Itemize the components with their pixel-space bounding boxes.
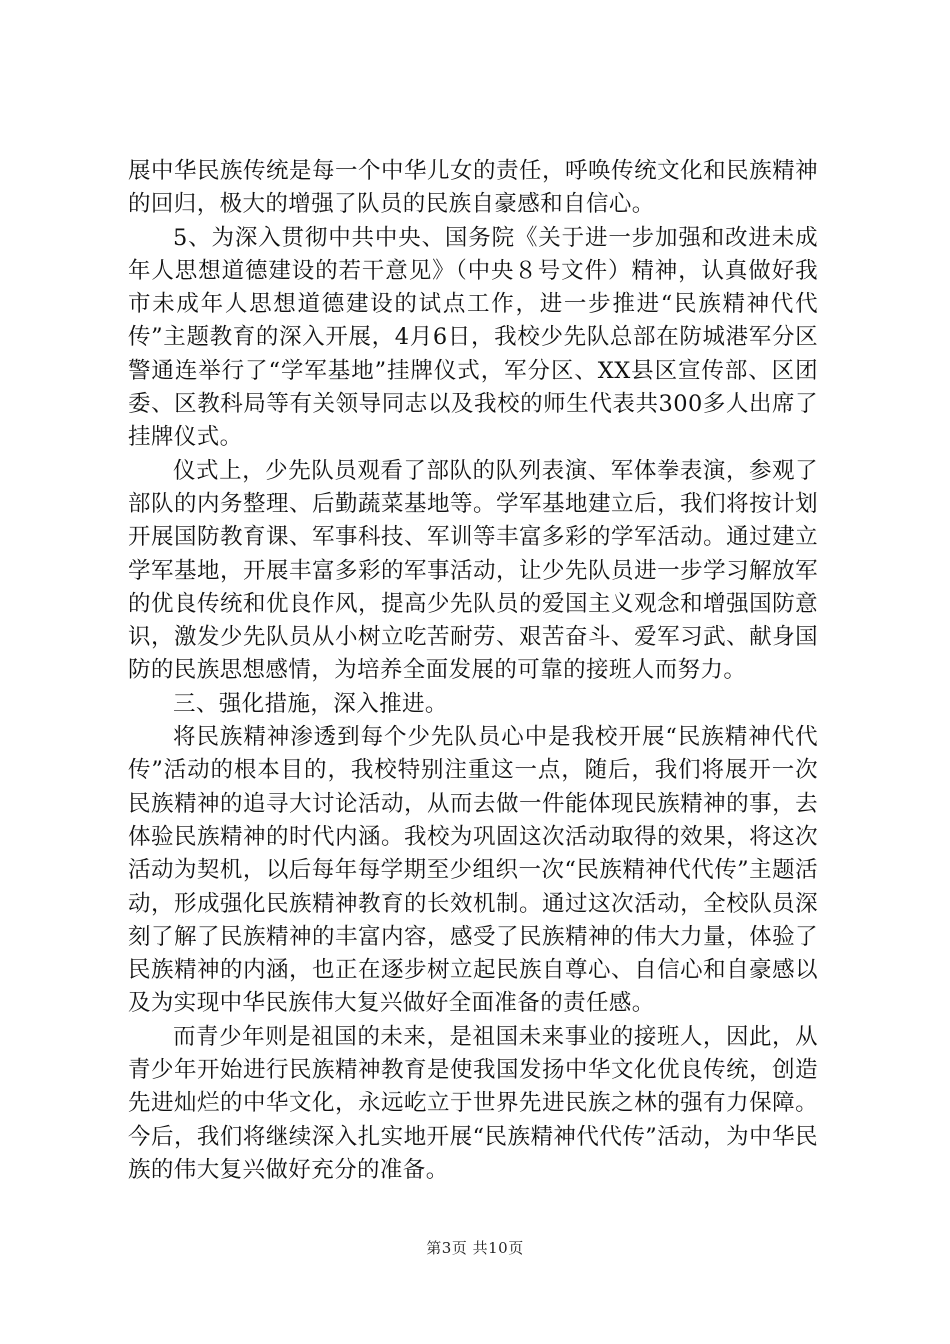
page-number-footer: 第3页 共10页 [426,1239,524,1257]
section-heading: 三、强化措施，深入推进。 [173,690,448,717]
paragraph-5: 而青少年则是祖国的未来，是祖国未来事业的接班人，因此，从青少年开始进行民族精神教育是使我国发扬中华文化优良传统，创造先进灿烂的中华文化，永远屹立于世界先进民族之林的强有力保障。今后，我们将继续深入扎实地开展“民族精神代代传”活动，为中华民族的伟大复兴做好充分的准备。 [128,1023,818,1183]
paragraph-3: 仪式上，少先队员观看了部队的队列表演、军体拳表演，参观了部队的内务整理、后勤蔬菜基地等。学军基地建立后，我们将按计划开展国防教育课、军事科技、军训等丰富多彩的学军活动。通过建立学军基地，开展丰富多彩的军事活动，让少先队员进一步学习解放军的优良传统和优良作风，提高少先队员的爱国主义观念和增强国防意识，激发少先队员从小树立吃苦耐劳、艰苦奋斗、爱军习武、献身国防的民族思想感情，为培养全面发展的可靠的接班人而努力。 [128,457,818,684]
paragraph-4: 将民族精神渗透到每个少先队员心中是我校开展“民族精神代代传”活动的根本目的，我校特别注重这一点，随后，我们将展开一次民族精神的追寻大讨论活动，从而去做一件能体现民族精神的事，去体验民族精神的时代内涵。我校为巩固这次活动取得的效果，将这次活动为契机，以后每年每学期至少组织一次“民族精神代代传”主题活动，形成强化民族精神教育的长效机制。通过这次活动，全校队员深刻了解了民族精神的丰富内容，感受了民族精神的伟大力量，体验了民族精神的内涵，也正在逐步树立起民族自尊心、自信心和自豪感以及为实现中华民族伟大复兴做好全面准备的责任感。 [128,724,818,1017]
paragraph-2: 5、为深入贯彻中共中央、国务院《关于进一步加强和改进未成年人思想道德建设的若干意见》（中央８号文件）精神，认真做好我市未成年人思想道德建设的试点工作，进一步推进“民族精神代代传”主题教育的深入开展，4月6日，我校少先队总部在防城港军分区警通连举行了“学军基地”挂牌仪式，军分区、XX县区宣传部、区团委、区教科局等有关领导同志以及我校的师生代表共300多人出席了挂牌仪式。 [128,224,818,451]
document-body [128,155,818,1187]
paragraph-1: 展中华民族传统是每一个中华儿女的责任，呼唤传统文化和民族精神的回归，极大的增强了队员的民族自豪感和自信心。 [128,158,818,218]
